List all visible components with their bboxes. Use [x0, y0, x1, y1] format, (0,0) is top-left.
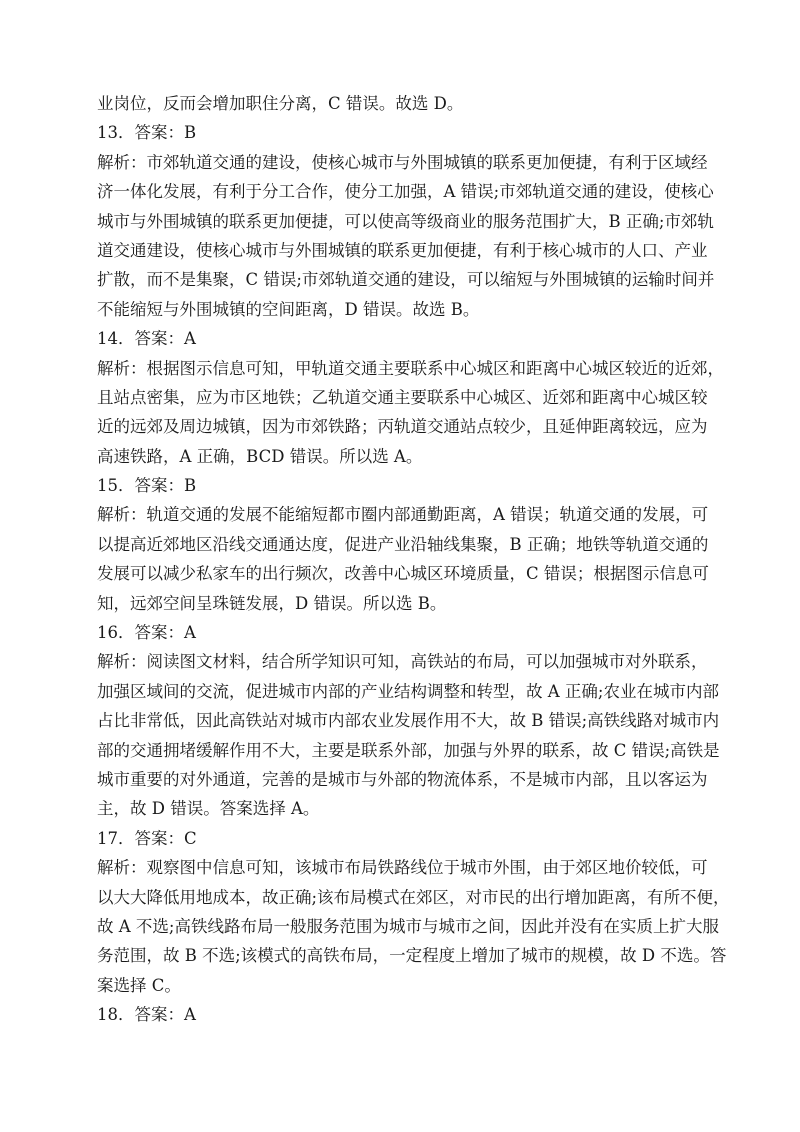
answer-heading-16: 16．答案：A — [97, 623, 196, 643]
text-line: 解析：轨道交通的发展不能缩短都市圈内部通勤距离，A 错误；轨道交通的发展，可 — [97, 505, 709, 525]
text-line: 济一体化发展，有利于分工合作，使分工加强，A 错误;市郊轨道交通的建设，使核心 — [97, 182, 714, 202]
text-line: 不能缩短与外围城镇的空间距离，D 错误。故选 B。 — [97, 299, 480, 319]
answer-heading-18: 18．答案：A — [97, 1005, 196, 1025]
text-line: 占比非常低，因此高铁站对城市内部农业发展作用不大，故 B 错误;高铁线路对城市内 — [97, 711, 720, 731]
text-line: 解析：观察图中信息可知，该城市布局铁路线位于城市外围，由于郊区地价较低，可 — [97, 858, 708, 878]
text-line: 城市与外围城镇的联系更加便捷，可以使高等级商业的服务范围扩大，B 正确;市郊轨 — [97, 211, 714, 231]
text-line: 解析：市郊轨道交通的建设，使核心城市与外围城镇的联系更加便捷，有利于区域经 — [97, 152, 708, 172]
answer-heading-17: 17．答案：C — [97, 828, 197, 848]
text-line: 故 A 不选;高铁线路布局一般服务范围为城市与城市之间，因此并没有在实质上扩大服 — [97, 916, 719, 936]
text-line: 主，故 D 错误。答案选择 A。 — [97, 799, 320, 819]
text-line: 加强区域间的交流，促进城市内部的产业结构调整和转型，故 A 正确;农业在城市内部 — [97, 681, 719, 701]
text-line: 近的远郊及周边城镇，因为市郊铁路；丙轨道交通站点较少，且延伸距离较远，应为 — [97, 417, 708, 437]
text-line: 解析：根据图示信息可知，甲轨道交通主要联系中心城区和距离中心城区较近的近郊， — [97, 358, 724, 378]
text-line: 以大大降低用地成本，故正确;该布局模式在郊区，对市民的出行增加距离，有所不便， — [97, 887, 730, 907]
text-line: 道交通建设，使核心城市与外围城镇的联系更加便捷，有利于核心城市的人口、产业 — [97, 240, 708, 260]
text-line: 以提高近郊地区沿线交通通达度，促进产业沿轴线集聚，B 正确；地铁等轨道交通的 — [97, 534, 709, 554]
text-line: 扩散，而不是集聚，C 错误;市郊轨道交通的建设，可以缩短与外围城镇的运输时间并 — [97, 270, 715, 290]
text-line: 且站点密集，应为市区地铁；乙轨道交通主要联系中心城区、近郊和距离中心城区较 — [97, 387, 708, 407]
text-line: 务范围，故 B 不选;该模式的高铁布局，一定程度上增加了城市的规模，故 D 不选。答 — [97, 946, 727, 966]
answer-heading-14: 14．答案：A — [97, 329, 196, 349]
answer-heading-13: 13．答案：B — [97, 123, 197, 143]
text-line: 城市重要的对外通道，完善的是城市与外部的物流体系，不是城市内部，且以客运为 — [97, 769, 708, 789]
text-line: 案选择 C。 — [97, 975, 181, 995]
text-line: 业岗位，反而会增加职住分离，C 错误。故选 D。 — [97, 94, 464, 113]
text-line: 发展可以减少私家车的出行频次，改善中心城区环境质量，C 错误；根据图示信息可 — [97, 564, 709, 584]
answer-heading-15: 15．答案：B — [97, 476, 197, 496]
document-page — [97, 89, 730, 1030]
text-line: 知，远郊空间呈珠链发展，D 错误。所以选 B。 — [97, 593, 447, 613]
text-line: 高速铁路，A 正确，BCD 错误。所以选 A。 — [97, 446, 423, 466]
text-line: 解析：阅读图文材料，结合所学知识可知，高铁站的布局，可以加强城市对外联系， — [97, 652, 708, 672]
text-line: 部的交通拥堵缓解作用不大，主要是联系外部，加强与外界的联系，故 C 错误;高铁是 — [97, 740, 720, 760]
